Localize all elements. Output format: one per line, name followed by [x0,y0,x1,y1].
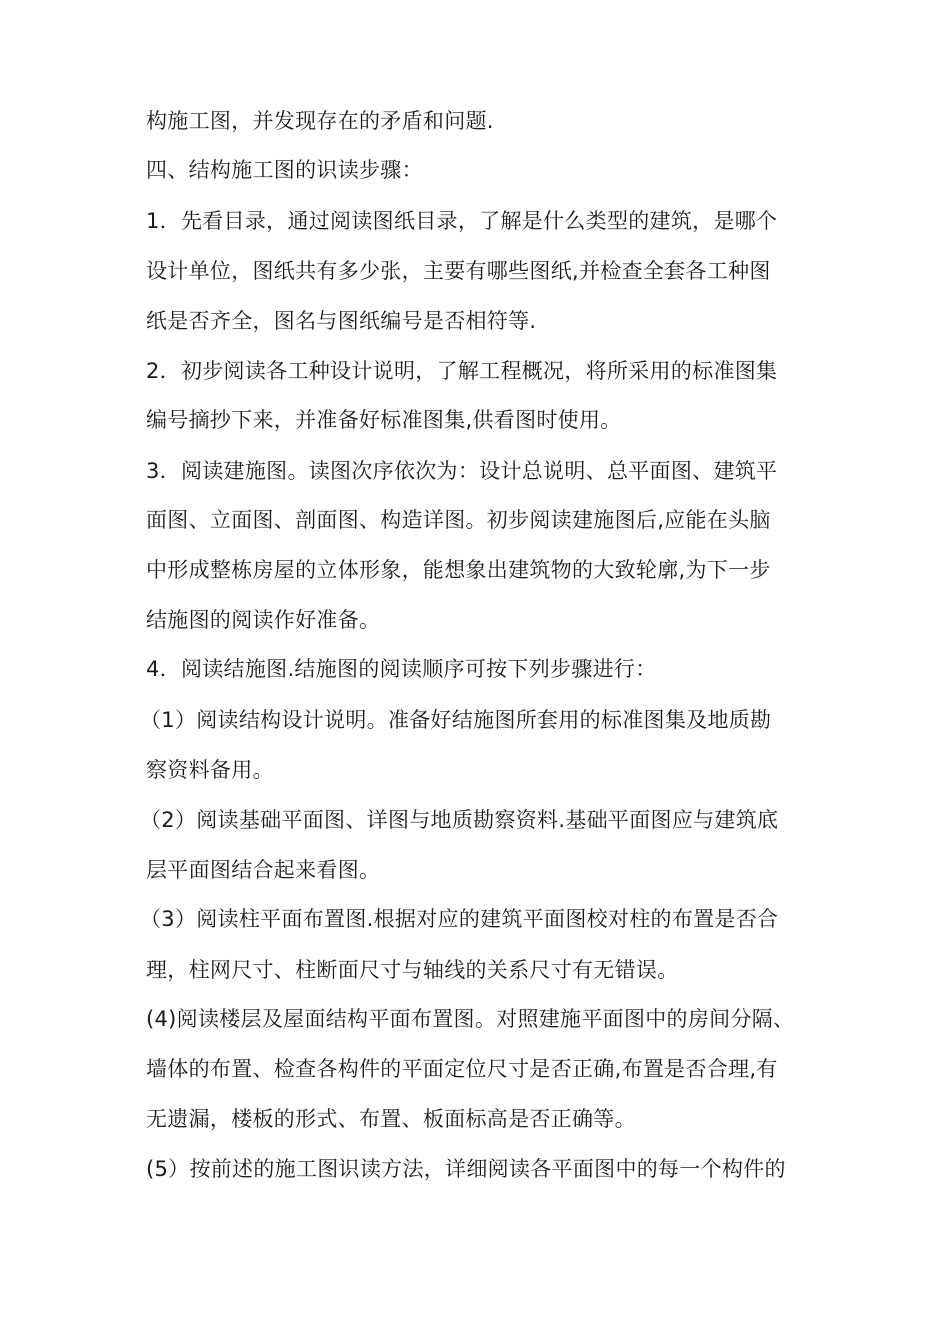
text-line: 纸是否齐全，图名与图纸编号是否相符等. [146,309,537,333]
text-line: 3．阅读建施图。读图次序依次为：设计总说明、总平面图、建筑平 [146,459,778,483]
text-line: 设计单位，图纸共有多少张，主要有哪些图纸,并检查全套各工种图 [146,259,771,283]
text-line: 察资料备用。 [146,758,274,782]
text-line: 墙体的布置、检查各构件的平面定位尺寸是否正确,布置是否合理,有 [146,1057,778,1081]
text-line: 4．阅读结施图.结施图的阅读顺序可按下列步骤进行： [146,657,657,681]
text-line: 中形成整栋房屋的立体形象，能想象出建筑物的大致轮廓,为下一步 [146,558,771,582]
section-heading: 四、结构施工图的识读步骤： [146,158,423,182]
text-line: 构施工图，并发现存在的矛盾和问题. [146,109,494,133]
text-line: （2）阅读基础平面图、详图与地质勘察资料.基础平面图应与建筑底 [140,808,779,832]
text-line: （3）阅读柱平面布置图.根据对应的建筑平面图校对柱的布置是否合 [140,907,779,931]
text-line: 面图、立面图、剖面图、构造详图。初步阅读建施图后,应能在头脑 [146,508,771,532]
text-line: 1．先看目录，通过阅读图纸目录，了解是什么类型的建筑，是哪个 [146,209,778,233]
text-line: 编号摘抄下来，并准备好标准图集,供看图时使用。 [146,408,622,432]
text-line: 结施图的阅读作好准备。 [146,608,381,632]
text-line: （1）阅读结构设计说明。准备好结施图所套用的标准图集及地质勘 [140,708,772,732]
text-line: 2．初步阅读各工种设计说明，了解工程概况，将所采用的标准图集 [146,359,778,383]
text-line: 理，柱网尺寸、柱断面尺寸与轴线的关系尺寸有无错误。 [146,958,679,982]
text-line: 无遗漏，楼板的形式、布置、板面标高是否正确等。 [146,1107,636,1131]
text-line: (5）按前述的施工图识读方法，详细阅读各平面图中的每一个构件的 [146,1157,786,1181]
text-line: (4)阅读楼层及屋面结构平面布置图。对照建施平面图中的房间分隔、 [146,1007,795,1031]
text-line: 层平面图结合起来看图。 [146,858,381,882]
